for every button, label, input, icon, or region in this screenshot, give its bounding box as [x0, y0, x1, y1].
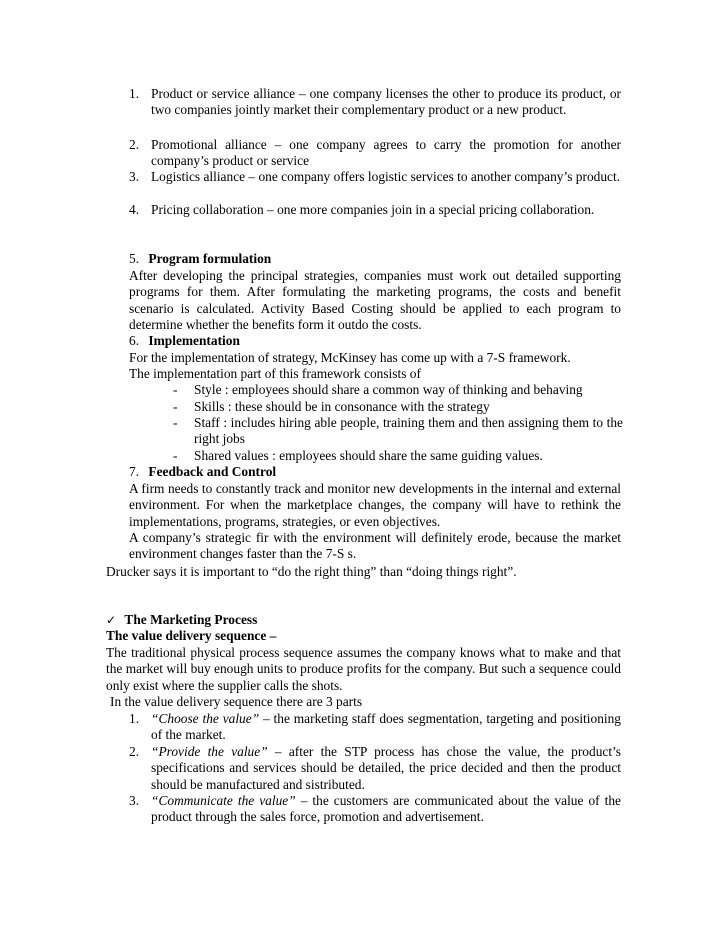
bullet-text: Style : employees should share a common way of thinking and behaving	[194, 382, 583, 397]
section-heading-program	[129, 251, 621, 267]
list-item-alliance-3	[129, 169, 621, 185]
part-text: – the marketing staff does segmentation, targeting and positioning of the market.	[151, 711, 621, 743]
list-item-part-2	[129, 744, 621, 793]
list-item-text: Promotional alliance – one company agrees to carry the promotion for another company’s product or service	[151, 137, 621, 169]
marketing-heading	[106, 612, 626, 628]
part-text: – the customers are communicated about the value of the product through the sales force, promotion and advertisement.	[151, 793, 621, 825]
list-item-text: Logistics alliance – one company offers logistic services to another company’s product.	[151, 169, 621, 184]
list-item-alliance-2	[129, 137, 621, 170]
bullet-text: Staff : includes hiring able people, training them and then assigning them to the right jobs	[194, 415, 623, 447]
section-heading-feedback	[129, 464, 621, 480]
list-number: 3.	[129, 169, 140, 184]
section-title: The Marketing Process	[124, 612, 258, 627]
section-number: 6.	[129, 333, 140, 348]
list-number: 1.	[129, 86, 140, 101]
section-body-implementation-1: For the implementation of strategy, McKinsey has come up with a 7-S framework.	[129, 350, 571, 365]
list-number: 3.	[129, 793, 140, 808]
section-title: Implementation	[148, 333, 240, 348]
checkmark-icon: ✓	[106, 613, 117, 627]
list-item-part-3	[129, 793, 621, 826]
part-title: “Provide the value”	[151, 744, 268, 759]
section-number: 7.	[129, 464, 140, 479]
bullet-item-style	[173, 382, 623, 398]
bullet-mark: -	[173, 448, 178, 463]
bullet-item-skills	[173, 399, 623, 415]
list-number: 2.	[129, 137, 140, 152]
section-heading-implementation	[129, 333, 621, 349]
section-body-feedback-1: A firm needs to constantly track and monitor new developments in the internal and external environment. For when the marketplace changes, the company will have to rethink the implementations, programs, strategies, or even objectives.	[129, 481, 621, 529]
marketing-body: The traditional physical process sequence assumes the company knows what to make and that the market will buy enough units to produce profits for the company. But such a sequence could only exist where the supplier calls the shots.	[106, 645, 621, 693]
part-title: “Communicate the value”	[151, 793, 296, 808]
list-item-alliance-4	[129, 202, 621, 218]
section-title: Program formulation	[148, 251, 272, 266]
bullet-mark: -	[173, 415, 178, 430]
list-item-part-1	[129, 711, 621, 744]
section-body-feedback-2: A company’s strategic fir with the environment will definitely erode, because the market environment changes faster than the 7-S s.	[129, 530, 621, 562]
bullet-text: Skills : these should be in consonance with the strategy	[194, 399, 490, 414]
section-body-program: After developing the principal strategies, companies must work out detailed supporting programs for them. After formulating the marketing programs, the costs and benefit scenario is calculated. Activity Based Costing should be applied to each program to determine whether the benefits form it outdo the costs.	[129, 268, 621, 333]
marketing-intro: In the value delivery sequence there are 3 parts	[110, 694, 363, 709]
drucker-quote: Drucker says it is important to “do the right thing” than “doing things right”.	[106, 564, 517, 579]
list-item-alliance-1	[129, 86, 621, 119]
bullet-text: Shared values : employees should share the same guiding values.	[194, 448, 543, 463]
section-body-implementation-2: The implementation part of this framework consists of	[129, 366, 421, 381]
bullet-mark: -	[173, 382, 178, 397]
list-number: 2.	[129, 744, 140, 759]
marketing-subheading: The value delivery sequence –	[106, 628, 277, 643]
list-number: 1.	[129, 711, 140, 726]
list-item-text	[129, 793, 621, 826]
section-number: 5.	[129, 251, 140, 266]
bullet-mark: -	[173, 399, 178, 414]
bullet-item-staff	[173, 415, 623, 448]
list-number: 4.	[129, 202, 140, 217]
part-text: – after the STP process has chose the value, the product’s specifications and services should be detailed, the price decided and then the product should be manufactured and sistributed.	[151, 744, 621, 792]
list-item-text: Pricing collaboration – one more companies join in a special pricing collaboration.	[151, 202, 595, 217]
section-title: Feedback and Control	[148, 464, 277, 479]
part-title: “Choose the value”	[151, 711, 260, 726]
list-item-text	[129, 711, 621, 744]
list-item-text: Product or service alliance – one company licenses the other to produce its product, or two companies jointly market their complementary product or a new product.	[151, 86, 621, 118]
list-item-text	[129, 744, 621, 793]
bullet-item-shared-values	[173, 448, 623, 464]
